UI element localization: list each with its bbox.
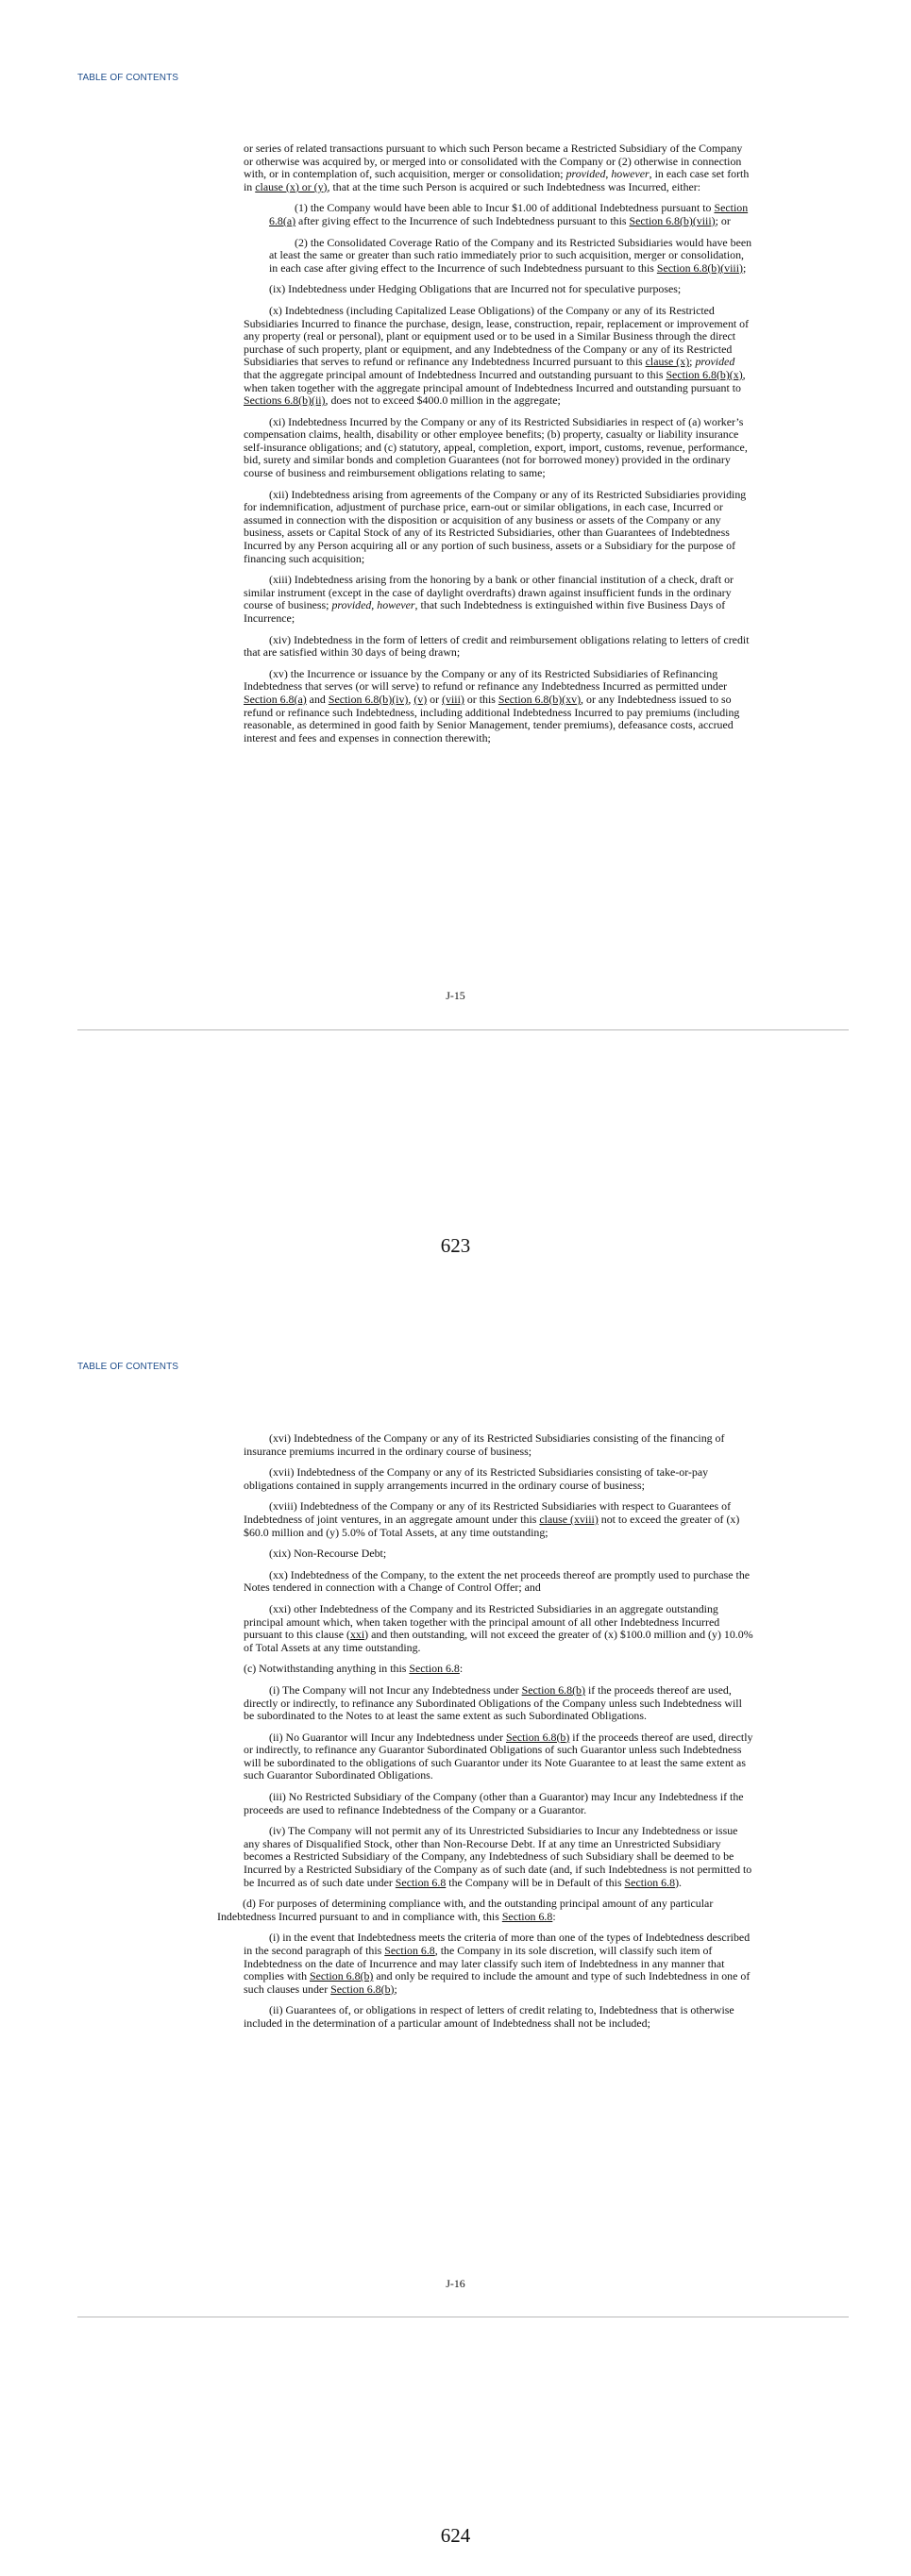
clause-xv: (xv) the Incurrence or issuance by the Company or any of its Restricted Subsidiaries of Refinancing Indebtedness that serves (or will serve) to refund or refinance any Indebtedness Incurred as permitted under Section 6.8(a) and Section 6.8(b)(iv), (v) or (viii) or this Section 6.8(b)(xv), or any Indebtedness issued to so refund or refinance such Indebtedness, including additional Indebtedness Incurred to pay premiums (including reasonable, as determined in good faith by Senior Management, tender premiums), defeasance costs, accrued interest and fees and expenses in connection therewith; xyxy=(244,666,740,744)
subclause-2: (2) the Consolidated Coverage Ratio of the Company and its Restricted Subsidiaries would have been at least the same or greater than such ratio immediately prior to such acquisition, merger or consolidation, in each case after giving effect to the Incurrence of such Indebtedness pursuant to this Section 6.8(b)(viii); xyxy=(269,235,752,275)
section-link[interactable]: Section 6.8 xyxy=(624,1875,676,1889)
section-link[interactable]: Section 6.8(b)(iv) xyxy=(328,692,409,706)
clause-xii: (xii) Indebtedness arising from agreements of the Company or any of its Restricted Subsidiaries providing for indemnification, adjustment of purchase price, earn-out or similar obligations, in each case, Incurred or assumed in connection with the disposition or acquisition of any business or assets of the Company or any business, assets or Capital Stock of any of its Restricted Subsidiaries, other than Guarantees of Indebtedness Incurred by any Person acquiring all or any portion of such business, assets or a Subsidiary for the purpose of financing such acquisition; xyxy=(244,487,747,565)
table-of-contents-link[interactable]: TABLE OF CONTENTS xyxy=(77,1362,179,1372)
clause-xix: (xix) Non-Recourse Debt; xyxy=(269,1547,387,1561)
clause-link[interactable]: clause (x) or (y) xyxy=(255,179,328,193)
page-1-body xyxy=(244,142,753,753)
clause-xvi: (xvi) Indebtedness of the Company or any of its Restricted Subsidiaries consisting of the financing of insurance premiums incurred in the ordinary course of business; xyxy=(244,1431,725,1458)
section-link[interactable]: Section 6.8 xyxy=(395,1875,447,1889)
clause-xxi: (xxi) other Indebtedness of the Company and its Restricted Subsidiaries in an aggregate outstanding principal amount which, when taken together with the principal amount of all other Indebtedness Incurred pursuant to this clause (xxi) and then outstanding, will not exceed the greater of (x) $100.0 million and (y) 10.0% of Total Assets at any time outstanding. xyxy=(244,1601,753,1654)
clause-xiii: (xiii) Indebtedness arising from the honoring by a bank or other financial institution of a check, draft or similar instrument (except in the case of daylight overdrafts) drawn against insufficient funds in the ordinary course of business; provided, however, that such Indebtedness is extinguished within five Business Days of Incurrence; xyxy=(244,573,734,625)
section-link[interactable]: Section 6.8 xyxy=(384,1944,435,1957)
clause-link[interactable]: xxi xyxy=(349,1628,365,1642)
section-link[interactable]: Section 6.8(a) xyxy=(244,692,307,706)
paragraph-d: (d) For purposes of determining compliance with, and the outstanding principal amount of any particular Indebtedness Incurred pursuant to and in compliance with, this Section 6.8: xyxy=(217,1897,714,1923)
table-of-contents-link[interactable]: TABLE OF CONTENTS xyxy=(77,73,179,83)
section-link[interactable]: Section 6.8(b)(viii) xyxy=(629,213,716,227)
page-2-body xyxy=(217,1431,753,2039)
clause-ix: (ix) Indebtedness under Hedging Obligations that are Incurred not for speculative purposes; xyxy=(269,282,682,296)
clause-xx: (xx) Indebtedness of the Company, to the extent the net proceeds thereof are promptly used to purchase the Notes tendered in connection with a Change of Control Offer; and xyxy=(244,1567,751,1595)
section-link[interactable]: Section 6.8(b) xyxy=(505,1730,570,1744)
section-link[interactable]: Section 6.8(b)(xv) xyxy=(498,692,582,706)
section-link[interactable]: Section 6.8(a) xyxy=(269,201,749,227)
page-label: J-16 xyxy=(446,2277,465,2290)
page-number: 624 xyxy=(440,2524,471,2547)
section-link[interactable]: (v) xyxy=(413,692,428,706)
section-link[interactable]: (viii) xyxy=(442,692,464,706)
subclause-1: (1) the Company would have been able to Incur $1.00 of additional Indebtedness pursuant to Section 6.8(a) after giving effect to the Incurrence of such Indebtedness pursuant to this Section 6.8(b)(viii); or xyxy=(269,201,749,227)
section-link[interactable]: Section 6.8(b)(x) xyxy=(666,367,743,381)
clause-xi: (xi) Indebtedness Incurred by the Company or any of its Restricted Subsidiaries in respect of (a) worker’s compensation claims, health, disability or other employee benefits; (b) property, casualty or liability insurance self-insurance obligations; and (c) statutory, appeal, completion, export, import, customs, revenue, performance, bid, surety and similar bonds and completion Guarantees (not for borrowed money) provided in the ordinary course of business and reimbursement obligations relating to same; xyxy=(244,414,748,480)
paragraph-c-iii: (iii) No Restricted Subsidiary of the Company (other than a Guarantor) may Incur any Indebtedness if the proceeds are used to refinance Indebtedness of the Company or a Guarantor. xyxy=(244,1790,744,1816)
clause-xvii: (xvii) Indebtedness of the Company or any of its Restricted Subsidiaries consisting of take-or-pay obligations contained in supply arrangements incurred in the ordinary course of business; xyxy=(244,1465,709,1492)
section-link[interactable]: Section 6.8 xyxy=(501,1909,553,1923)
clause-x: (x) Indebtedness (including Capitalized Lease Obligations) of the Company or any of its Restricted Subsidiaries Incurred to finance the purchase, design, lease, construction, repair, replacement or improvement of any property (real or personal), plant or equipment used or to be used in a Similar Business through the direct purchase of such property, plant or equipment, and any Indebtedness of the Company or any of its Restricted Subsidiaries that serves to refund or refinance any Indebtedness Incurred pursuant to this clause (x); provided that the aggregate principal amount of Indebtedness Incurred and outstanding pursuant to this Section 6.8(b)(x), when taken together with the aggregate principal amount of Indebtedness Incurred and outstanding pursuant to Sections 6.8(b)(ii), does not to exceed $400.0 million in the aggregate; xyxy=(244,303,750,408)
clause-link[interactable]: clause (x) xyxy=(645,355,690,369)
section-link[interactable]: Sections 6.8(b)(ii) xyxy=(244,393,326,408)
intro-paragraph: or series of related transactions pursuant to which such Person became a Restricted Subsidiary of the Company or otherwise was acquired by, or merged into or consolidated with the Company or (2) otherwise in connection with, or in contemplation of, such acquisition, merger or consolidation; provided, however, in each case set forth in clause (x) or (y), that at the time such Person is acquired or such Indebtedness was Incurred, either: xyxy=(244,142,750,193)
clause-link[interactable]: clause (xviii) xyxy=(539,1512,599,1526)
clause-xiv: (xiv) Indebtedness in the form of letters of credit and reimbursement obligations relating to letters of credit that are satisfied within 30 days of being drawn; xyxy=(244,632,750,660)
section-link[interactable]: Section 6.8 xyxy=(409,1662,460,1676)
paragraph-c-i: (i) The Company will not Incur any Indebtedness under Section 6.8(b) if the proceeds thereof are used, directly or indirectly, to refinance any Subordinated Obligations of the Company unless such Indebtedness will be subordinated to the Notes to at least the same extent as such Subordinated Obligations. xyxy=(244,1682,742,1723)
paragraph-c: (c) Notwithstanding anything in this Section 6.8: xyxy=(244,1662,464,1676)
page-label: J-15 xyxy=(446,989,465,1002)
paragraph-c-iv: (iv) The Company will not permit any of its Unrestricted Subsidiaries to Incur any Indebtedness or issue any shares of Disqualified Stock, other than Non-Recourse Debt. If at any time an Unrestricted Subsidiary becomes a Restricted Subsidiary of the Company, any Indebtedness of such Subsidiary shall be deemed to be Incurred by a Restricted Subsidiary of the Company as of such date (and, if such Indebtedness is not permitted to be Incurred as of such date under Section 6.8 the Company will be in Default of this Section 6.8). xyxy=(244,1824,752,1889)
paragraph-c-ii: (ii) No Guarantor will Incur any Indebtedness under Section 6.8(b) if the proceeds thereof are used, directly or indirectly, to refinance any Guarantor Subordinated Obligations of such Guarantor unless such Indebtedness will be subordinated to the obligations of such Guarantor under its Note Guarantee to at least the same extent as such Guarantor Subordinated Obligations. xyxy=(244,1730,753,1782)
page-number: 623 xyxy=(440,1234,471,1257)
section-link[interactable]: Section 6.8(b) xyxy=(521,1682,585,1697)
page-divider xyxy=(77,1029,849,1030)
section-link[interactable]: Section 6.8(b)(viii) xyxy=(656,260,743,275)
section-link[interactable]: Section 6.8(b) xyxy=(310,1969,374,1983)
section-link[interactable]: Section 6.8(b) xyxy=(330,1982,395,1996)
paragraph-d-ii: (ii) Guarantees of, or obligations in respect of letters of credit relating to, Indebtedness that is otherwise included in the determination of a particular amount of Indebtedness shall not be included; xyxy=(244,2003,734,2030)
clause-xviii: (xviii) Indebtedness of the Company or any of its Restricted Subsidiaries with respect to Guarantees of Indebtedness of joint ventures, in an aggregate amount under this clause (xviii) not to exceed the greater of (x) $60.0 million and (y) 5.0% of Total Assets, at any time outstanding; xyxy=(244,1499,740,1539)
paragraph-d-i: (i) in the event that Indebtedness meets the criteria of more than one of the types of Indebtedness described in the second paragraph of this Section 6.8, the Company in its sole discretion, will classify such item of Indebtedness on the date of Incurrence and may later classify such item of Indebtedness in any manner that complies with Section 6.8(b) and only be required to include the amount and type of such Indebtedness in one of such clauses under Section 6.8(b); xyxy=(244,1931,751,1996)
